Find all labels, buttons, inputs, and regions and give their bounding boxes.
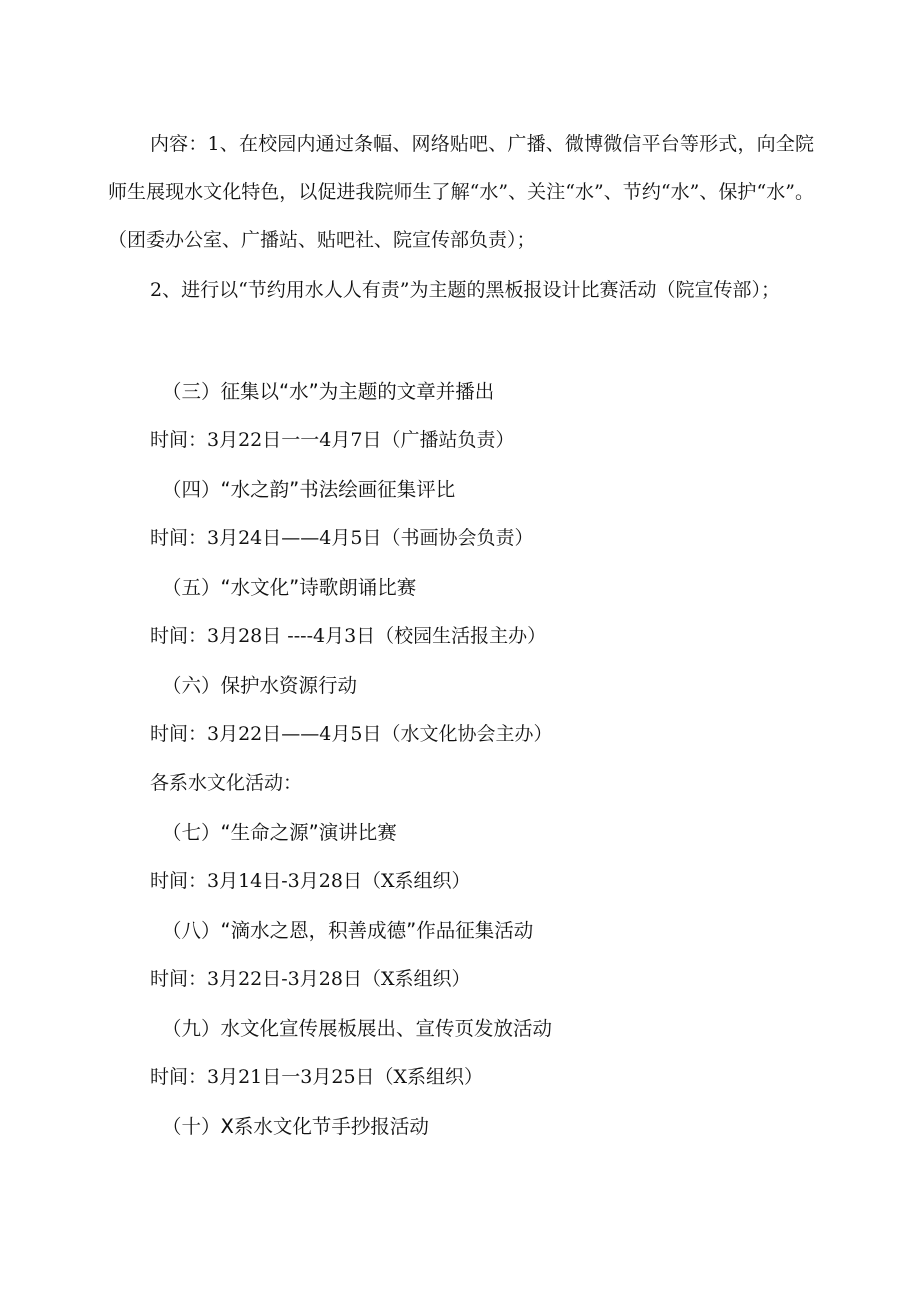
item-4-time: 时间：3月24日——4月5日（书画协会负责）: [150, 527, 534, 549]
item-5-heading: （五）“水文化”诗歌朗诵比赛: [162, 576, 417, 599]
item-8-time: 时间：3月22日-3月28日（X系组织）: [150, 968, 471, 990]
item-7-time: 时间：3月14日-3月28日（X系组织）: [150, 870, 471, 892]
item-4-heading: （四）“水之韵”书法绘画征集评比: [162, 478, 456, 501]
item-3-time: 时间：3月22日一一4月7日（广播站负责）: [150, 429, 515, 451]
item-5-time: 时间：3月28日 ----4月3日（校园生活报主办）: [150, 625, 547, 647]
item-10-heading: （十）X系水文化节手抄报活动: [162, 1115, 429, 1138]
item-6-heading: （六）保护水资源行动: [162, 674, 358, 697]
item-9-heading: （九）水文化宣传展板展出、宣传页发放活动: [162, 1017, 553, 1040]
content-paragraph-1: [108, 120, 814, 264]
item-8-heading: （八）“滴水之恩，积善成德”作品征集活动: [162, 919, 534, 942]
item-6-time: 时间：3月22日——4月5日（水文化协会主办）: [150, 723, 553, 745]
content-paragraph-2: [108, 266, 814, 314]
item-3-heading: （三）征集以“水”为主题的文章并播出: [162, 380, 495, 403]
section-label: 各系水文化活动：: [150, 772, 303, 794]
content-paragraph-2-text: 2、进行以“节约用水人人有责”为主题的黑板报设计比赛活动（院宣传部）；: [150, 279, 781, 301]
item-7-heading: （七）“生命之源”演讲比赛: [162, 821, 397, 844]
content-paragraph-1-text: 内容：1、在校园内通过条幅、网络贴吧、广播、微博微信平台等形式，向全院师生展现水文化特色，以促进我院师生了解“水”、关注“水”、节约“水”、保护“水”。（团委办公室、广播站、贴吧社、院宣传部负责）；: [108, 133, 814, 251]
item-9-time: 时间：3月21日一3月25日（X系组织）: [150, 1066, 484, 1088]
